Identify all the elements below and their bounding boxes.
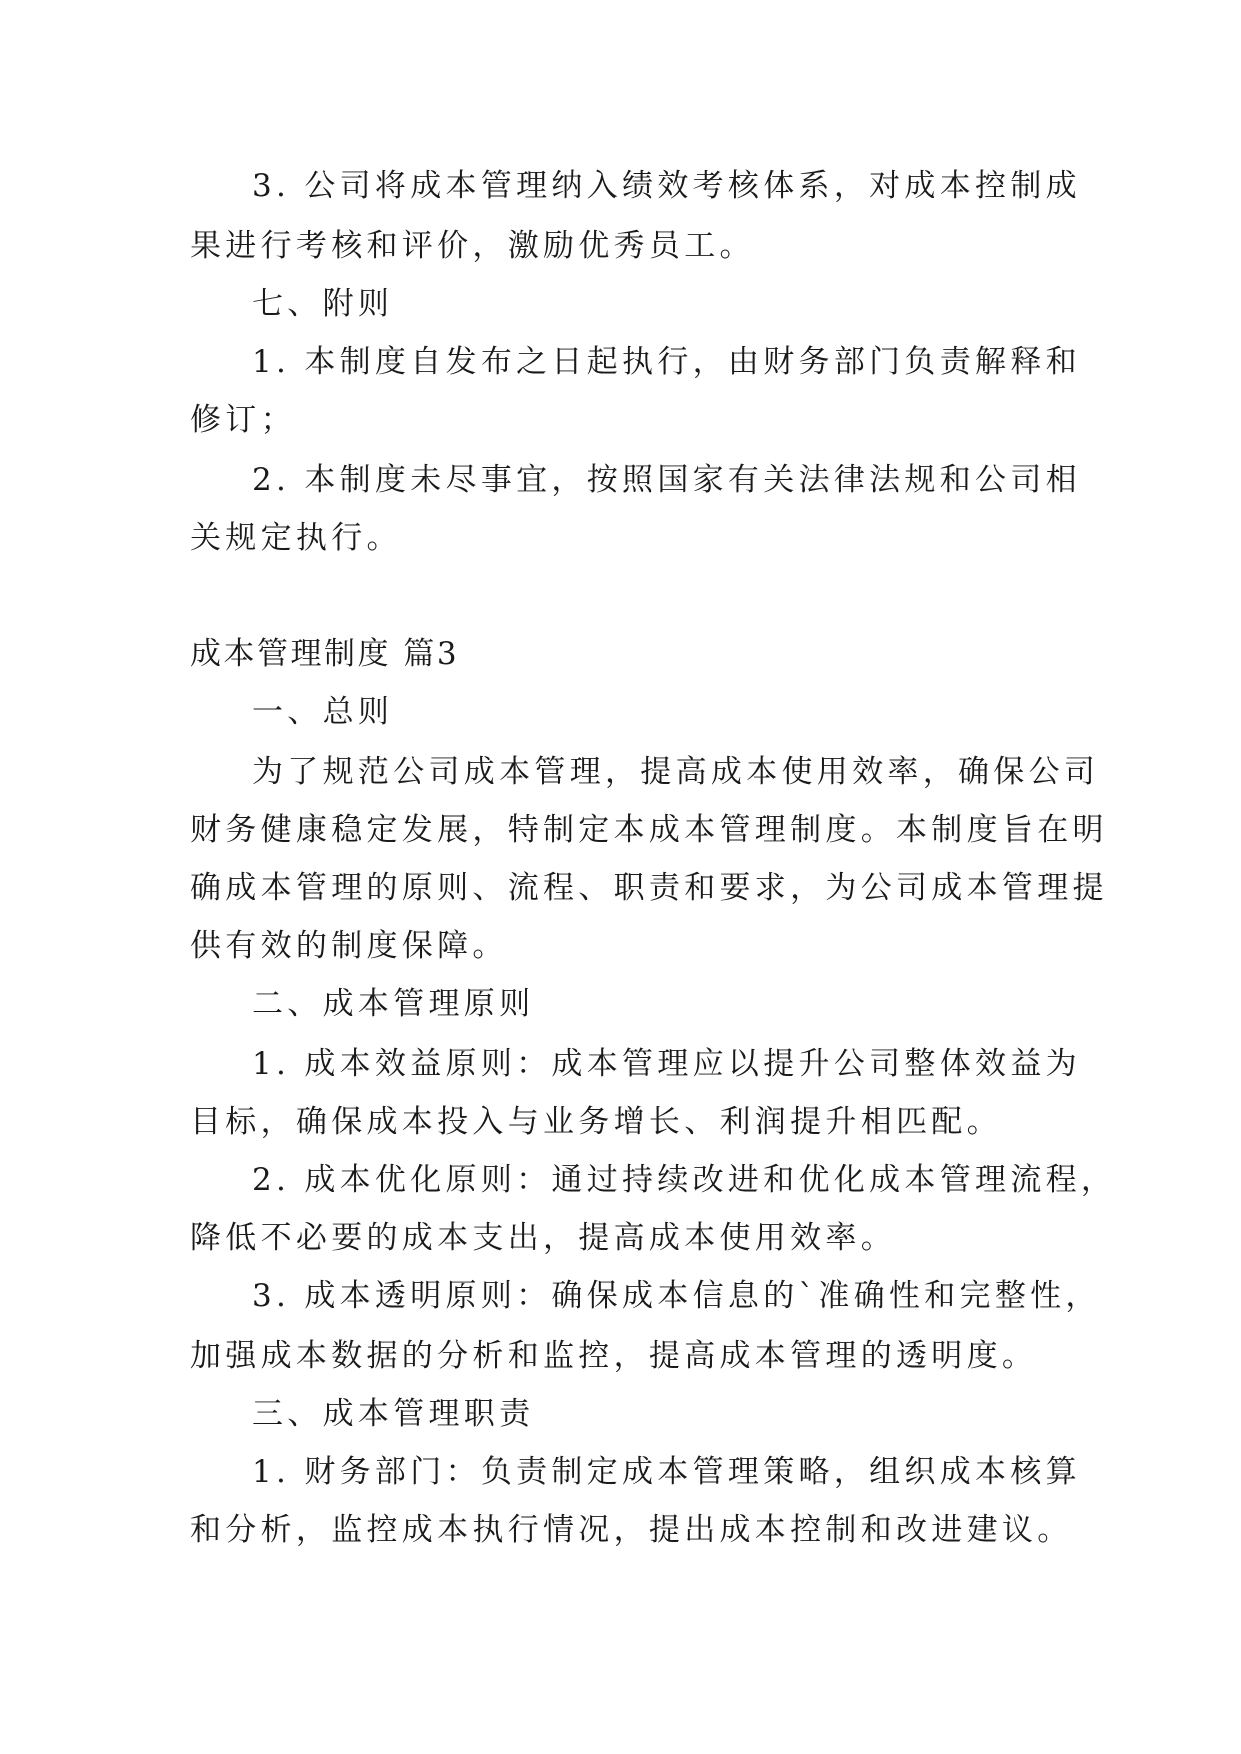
paragraph-line: 供有效的制度保障。: [190, 928, 508, 964]
paragraph-line: 3. 公司将成本管理纳入绩效考核体系，对成本控制成: [252, 168, 1081, 204]
paragraph-line: 加强成本数据的分析和监控，提高成本管理的透明度。: [190, 1338, 1038, 1374]
paragraph-line: 2. 本制度未尽事宜，按照国家有关法律法规和公司相: [252, 462, 1081, 498]
section-heading: 七、附则: [252, 286, 394, 322]
paragraph-line: 1. 本制度自发布之日起执行，由财务部门负责解释和: [252, 344, 1081, 380]
paragraph-line: 确成本管理的原则、流程、职责和要求，为公司成本管理提: [190, 870, 1108, 906]
paragraph-line: 修订；: [190, 402, 296, 438]
article-title: 成本管理制度 篇3: [190, 636, 460, 672]
paragraph-line: 为了规范公司成本管理，提高成本使用效率，确保公司: [252, 754, 1100, 790]
section-heading: 一、总则: [252, 694, 394, 730]
paragraph-line: 财务健康稳定发展，特制定本成本管理制度。本制度旨在明: [190, 812, 1108, 848]
paragraph-line: 1. 成本效益原则：成本管理应以提升公司整体效益为: [252, 1046, 1081, 1082]
paragraph-line: 2. 成本优化原则：通过持续改进和优化成本管理流程，: [252, 1162, 1117, 1198]
paragraph-line: 目标，确保成本投入与业务增长、利润提升相匹配。: [190, 1104, 1002, 1140]
paragraph-line: 1. 财务部门：负责制定成本管理策略，组织成本核算: [252, 1454, 1081, 1490]
paragraph-line: 3. 成本透明原则：确保成本信息的`准确性和完整性，: [252, 1278, 1101, 1314]
paragraph-line: 降低不必要的成本支出，提高成本使用效率。: [190, 1220, 896, 1256]
paragraph-line: 和分析，监控成本执行情况，提出成本控制和改进建议。: [190, 1512, 1073, 1548]
paragraph-line: 关规定执行。: [190, 520, 402, 556]
section-heading: 二、成本管理原则: [252, 986, 535, 1022]
paragraph-line: 果进行考核和评价，激励优秀员工。: [190, 228, 755, 264]
section-heading: 三、成本管理职责: [252, 1396, 535, 1432]
